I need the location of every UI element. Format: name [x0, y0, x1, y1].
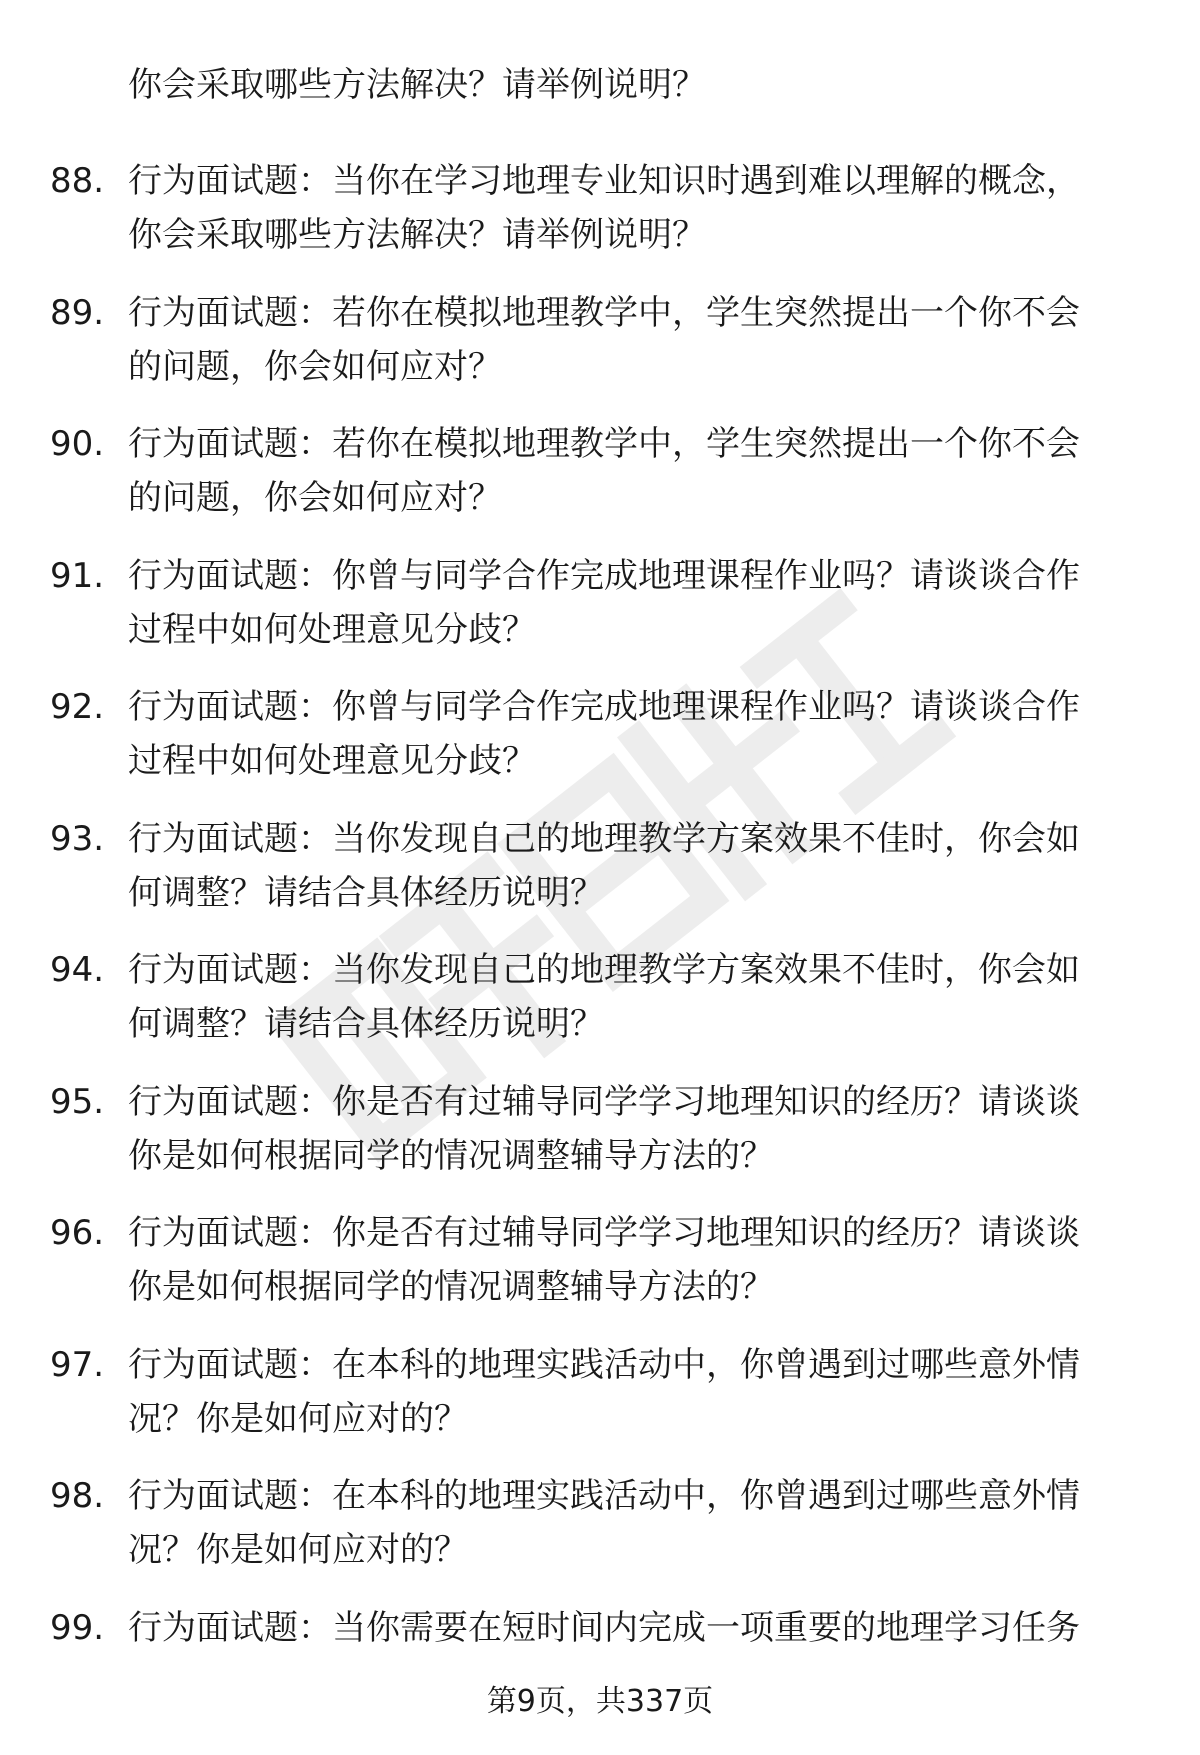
- question-item: [0, 1206, 1200, 1314]
- question-number: 98.: [50, 1476, 105, 1516]
- page-footer: 第9页，共337页: [486, 1684, 714, 1719]
- question-text-line-2: 何调整？请结合具体经历说明？: [128, 1004, 604, 1044]
- question-text-line-2: 你会采取哪些方法解决？请举例说明？: [128, 215, 706, 255]
- question-item: [0, 154, 1200, 262]
- question-item: [0, 417, 1200, 525]
- question-number: 99.: [50, 1607, 105, 1648]
- question-item: [0, 1469, 1200, 1577]
- question-item: [0, 812, 1200, 920]
- question-number: 91.: [50, 555, 105, 596]
- question-number: 95.: [50, 1081, 105, 1122]
- question-text-line-2: 何调整？请结合具体经历说明？: [128, 872, 604, 913]
- question-number: 96.: [50, 1213, 105, 1253]
- question-number: 89.: [50, 292, 105, 333]
- question-text-line-2: 况？你是如何应对的？: [128, 1398, 468, 1439]
- question-text-line-2: 你是如何根据同学的情况调整辅导方法的？: [128, 1267, 774, 1307]
- question-number: 90.: [50, 424, 105, 464]
- question-number: 92.: [50, 687, 105, 727]
- question-number: 93.: [50, 818, 105, 859]
- question-text-line-2: 过程中如何处理意见分歧？: [128, 741, 536, 781]
- question-text-line-2: 的问题，你会如何应对？: [128, 346, 502, 387]
- question-text-line-1: 行为面试题：在本科的地理实践活动中，你曾遇到过哪些意外情: [128, 1344, 1080, 1385]
- question-item: [0, 1338, 1200, 1446]
- question-item: [0, 1075, 1200, 1183]
- question-number: 88.: [50, 161, 105, 201]
- question-text-line-2: 的问题，你会如何应对？: [128, 478, 502, 518]
- question-text-line-1: 行为面试题：若你在模拟地理教学中，学生突然提出一个你不会: [128, 292, 1080, 333]
- question-text-line-1: 行为面试题：当你发现自己的地理教学方案效果不佳时，你会如: [128, 818, 1080, 859]
- question-text-line-1: 行为面试题：在本科的地理实践活动中，你曾遇到过哪些意外情: [128, 1476, 1080, 1516]
- question-text-line-1: 行为面试题：你是否有过辅导同学学习地理知识的经历？请谈谈: [128, 1213, 1080, 1253]
- question-item: [0, 286, 1200, 394]
- question-text-line-1: 行为面试题：当你发现自己的地理教学方案效果不佳时，你会如: [128, 950, 1080, 990]
- question-text-line-2: 况？你是如何应对的？: [128, 1530, 468, 1570]
- question-text-line-2: 你是如何根据同学的情况调整辅导方法的？: [128, 1135, 774, 1176]
- question-text-line-1: 行为面试题：若你在模拟地理教学中，学生突然提出一个你不会: [128, 424, 1080, 464]
- question-list: [0, 154, 1200, 1732]
- question-text-line-1: 行为面试题：你是否有过辅导同学学习地理知识的经历？请谈谈: [128, 1081, 1080, 1122]
- question-text-line-1: 行为面试题：你曾与同学合作完成地理课程作业吗？请谈谈合作: [128, 555, 1080, 596]
- question-text-line-1: 行为面试题：当你需要在短时间内完成一项重要的地理学习任务: [128, 1607, 1080, 1648]
- question-text-line-2: 过程中如何处理意见分歧？: [128, 609, 536, 650]
- question-text-line-1: 行为面试题：你曾与同学合作完成地理课程作业吗？请谈谈合作: [128, 687, 1080, 727]
- question-item: [0, 549, 1200, 657]
- question-item: [0, 680, 1200, 788]
- question-text-line-1: 行为面试题：当你在学习地理专业知识时遇到难以理解的概念，: [128, 161, 1080, 201]
- question-number: 97.: [50, 1344, 105, 1385]
- question-number: 94.: [50, 950, 105, 990]
- question-item: [0, 943, 1200, 1051]
- continuation-text: 你会采取哪些方法解决？请举例说明？: [128, 65, 706, 105]
